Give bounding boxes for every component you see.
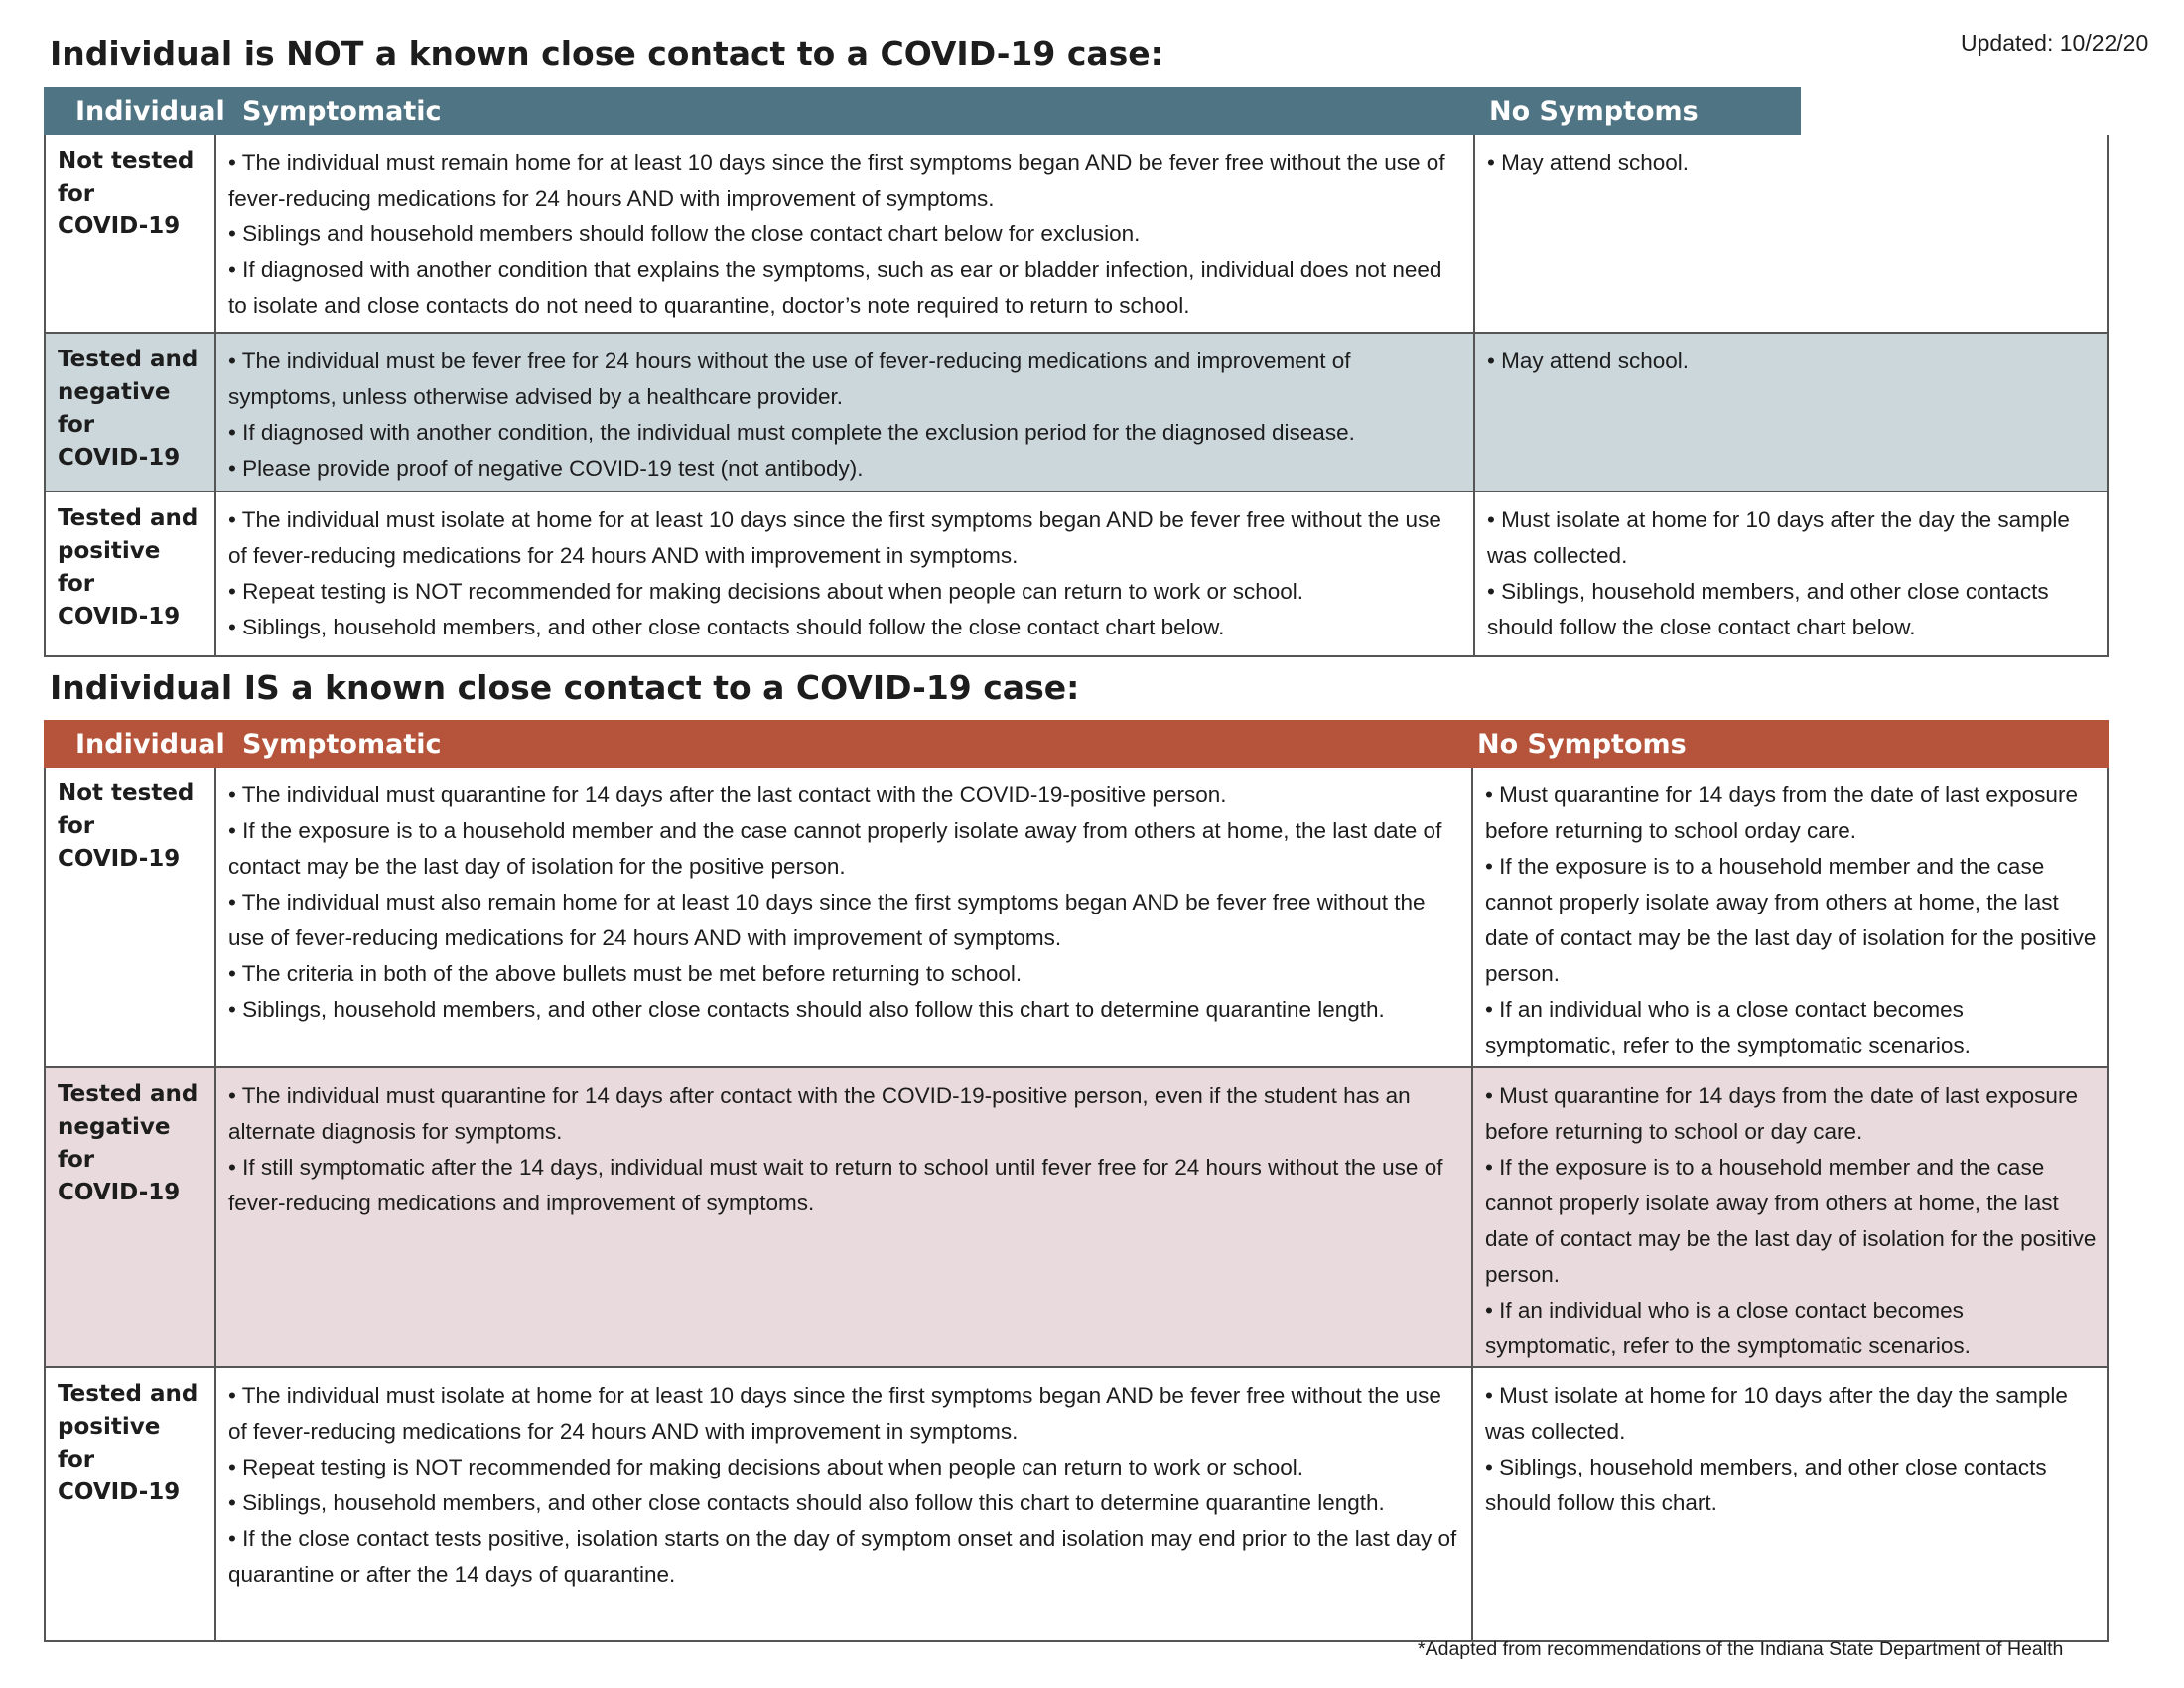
bullet-item: • If the exposure is to a household member and the case cannot properly isolate away from others at home, the last date of contact may be the last day of isolation for the positive person. [1485,854,2097,986]
row-label [46,768,216,1066]
bullet-item: • If diagnosed with another condition that explains the symptoms, such as ear or bladder infection, individual does not need to isolate and close contacts do not need to quarantine, doctor’s note required to return to school. [228,257,1442,318]
symptomatic-cell [216,1368,1473,1640]
no-symptoms-cell [1473,768,2107,1066]
row-label-line: COVID-19 [58,604,181,630]
bullet-item: • Repeat testing is NOT recommended for making decisions about when people can return to work or school. [228,579,1304,604]
row-label-line: Tested and [58,505,199,531]
row-label-line: COVID-19 [58,1180,181,1205]
header-individual: Individual [75,96,225,127]
no-symptoms-cell [1473,1368,2107,1640]
bullet-item: • If an individual who is a close contact becomes symptomatic, refer to the symptomatic scenarios. [1485,1298,1971,1358]
header-symptomatic: Symptomatic [242,96,442,127]
row-label-line: Tested and [58,347,199,372]
bullet-item: • If the exposure is to a household member and the case cannot properly isolate away from others at home, the last date of contact may be the last day of isolation for the positive person. [228,818,1442,879]
bullet-item: • If the exposure is to a household member and the case cannot properly isolate away from others at home, the last date of contact may be the last day of isolation for the positive person. [1485,1155,2097,1287]
row-label-line: for [58,1147,95,1173]
bullet-item: • May attend school. [1487,349,1689,373]
bullet-item: • The individual must be fever free for 24 hours without the use of fever-reducing medications and improvement of symptoms, unless otherwise advised by a healthcare provider. [228,349,1351,409]
row-label [46,1368,216,1640]
symptomatic-cell [216,334,1475,491]
bullet-item: • If the close contact tests positive, isolation starts on the day of symptom onset and isolation may end prior to the last day of quarantine or after the 14 days of quarantine. [228,1526,1457,1587]
bullet-item: • The individual must remain home for at least 10 days since the first symptoms began AND be fever free without the use of fever-reducing medications for 24 hours AND with improvement of symptoms. [228,150,1445,211]
bullet-item: • The individual must isolate at home for at least 10 days since the first symptoms began AND be fever free without the use of fever-reducing medications for 24 hours AND with improvement in symptoms. [228,507,1441,568]
bullet-item: • If an individual who is a close contact becomes symptomatic, refer to the symptomatic scenarios. [1485,997,1971,1057]
bullet-item: • Siblings, household members, and other close contacts should follow this chart. [1485,1455,2047,1515]
row-label [46,334,216,491]
bullet-item: • Repeat testing is NOT recommended for making decisions about when people can return to work or school. [228,1455,1304,1479]
bullet-item: • Siblings, household members, and other close contacts should also follow this chart to determine quarantine length. [228,1490,1385,1515]
no-symptoms-cell [1475,135,2107,332]
table-header [44,720,2109,768]
section-title-close-contact: Individual IS a known close contact to a COVID-19 case: [50,668,1080,707]
bullet-item: • The individual must quarantine for 14 days after contact with the COVID-19-positive person, even if the student has an alternate diagnosis for symptoms. [228,1083,1411,1144]
header-individual: Individual [75,729,225,760]
table-header [44,87,1801,135]
row-label-line: negative for [58,379,171,438]
bullet-item: • Please provide proof of negative COVID-19 test (not antibody). [228,456,864,481]
header-no-symptoms: No Symptoms [1489,96,1699,127]
symptomatic-cell [216,492,1475,655]
bullet-item: • Siblings and household members should follow the close contact chart below for exclusion. [228,221,1141,246]
symptomatic-cell [216,1068,1473,1366]
table-row [44,1068,2109,1368]
bullet-item: • The individual must also remain home for at least 10 days since the first symptoms began AND be fever free without the use of fever-reducing medications for 24 hours AND with improvement of symptoms. [228,890,1426,950]
bullet-item: • If diagnosed with another condition, the individual must complete the exclusion period for the diagnosed disease. [228,420,1355,445]
bullet-item: • Siblings, household members, and other close contacts should follow the close contact chart below. [228,615,1225,639]
row-label-line: COVID-19 [58,846,181,872]
row-label-line: negative [58,1114,171,1140]
bullet-item: • Must isolate at home for 10 days after the day the sample was collected. [1487,507,2070,568]
row-label [46,135,216,332]
updated-date: Updated: 10/22/20 [1961,30,2149,56]
table-row [44,334,2109,492]
bullet-item: • The individual must isolate at home for at least 10 days since the first symptoms began AND be fever free without the use of fever-reducing medications for 24 hours AND with improvement in symptoms. [228,1383,1441,1444]
row-label-line: for [58,1447,95,1473]
symptomatic-cell [216,768,1473,1066]
no-symptoms-cell [1473,1068,2107,1366]
no-symptoms-cell [1475,334,2107,491]
table-row [44,492,2109,657]
row-label-line: for [58,813,95,839]
row-label [46,1068,216,1366]
bullet-item: • Siblings, household members, and other close contacts should follow the close contact chart below. [1487,579,2049,639]
row-label [46,492,216,655]
row-label-line: COVID-19 [58,213,181,239]
table-close-contact [44,720,2109,1642]
row-label-line: positive [58,1414,161,1440]
table-not-close-contact [44,87,2109,657]
row-label-line: Tested and [58,1381,199,1407]
symptomatic-cell [216,135,1475,332]
bullet-item: • The individual must quarantine for 14 days after the last contact with the COVID-19-positive person. [228,782,1227,807]
no-symptoms-cell [1475,492,2107,655]
bullet-item: • Must quarantine for 14 days from the date of last exposure before returning to school or day care. [1485,1083,2078,1144]
table-row [44,1368,2109,1642]
bullet-item: • If still symptomatic after the 14 days, individual must wait to return to school until fever free for 24 hours without the use of fever-reducing medications and improvement of symptoms. [228,1155,1443,1215]
row-label-line: COVID-19 [58,445,181,471]
row-label-line: for [58,181,95,207]
row-label-line: COVID-19 [58,1479,181,1505]
bullet-item: • The criteria in both of the above bullets must be met before returning to school. [228,961,1023,986]
table-row [44,768,2109,1068]
row-label-line: Not tested [58,148,195,174]
footnote: *Adapted from recommendations of the Indiana State Department of Health [1418,1638,2064,1660]
bullet-item: • Siblings, household members, and other close contacts should also follow this chart to determine quarantine length. [228,997,1385,1022]
row-label-line: positive [58,538,161,564]
header-no-symptoms: No Symptoms [1477,729,1687,760]
section-title-not-close-contact: Individual is NOT a known close contact to a COVID-19 case: [50,34,1163,72]
row-label-line: Tested and [58,1081,199,1107]
table-row [44,135,2109,334]
row-label-line: for [58,571,95,597]
bullet-item: • Must isolate at home for 10 days after the day the sample was collected. [1485,1383,2068,1444]
bullet-item: • Must quarantine for 14 days from the date of last exposure before returning to school orday care. [1485,782,2078,843]
bullet-item: • May attend school. [1487,150,1689,175]
header-symptomatic: Symptomatic [242,729,442,760]
row-label-line: Not tested [58,780,195,806]
